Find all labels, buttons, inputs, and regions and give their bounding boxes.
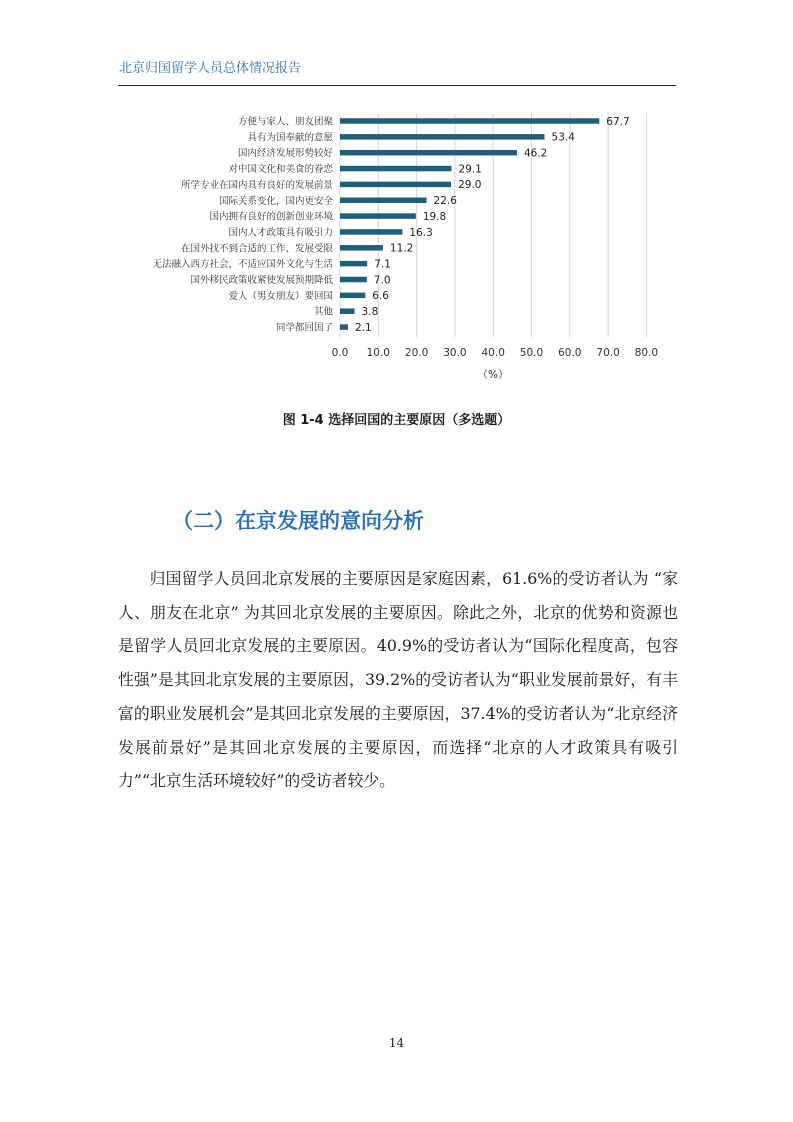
category-label: 国外移民政策收紧使发展预期降低: [190, 275, 333, 286]
category-label: 具有为国奉献的意愿: [247, 132, 333, 144]
category-label: 国内人才政策具有吸引力: [228, 227, 333, 239]
bar: [340, 261, 367, 267]
data-label: 7.1: [374, 258, 391, 271]
data-label: 6.6: [372, 290, 389, 303]
bar: [340, 150, 517, 156]
data-label: 3.8: [361, 306, 379, 318]
data-label: 46.2: [523, 147, 548, 160]
bar: [340, 229, 402, 235]
category-label: 所学专业在国内具有良好的发展前景: [180, 179, 333, 191]
x-tick-label: 0.0: [331, 347, 349, 359]
bar: [340, 245, 383, 251]
data-label: 2.1: [355, 321, 372, 334]
bar: [340, 308, 355, 314]
bar: [340, 182, 451, 188]
x-tick-label: 80.0: [634, 347, 659, 359]
x-tick-label: 10.0: [366, 347, 390, 359]
category-label: 其他: [313, 306, 333, 318]
running-header: 北京归国留学人员总体情况报告: [119, 61, 302, 76]
bar: [340, 277, 367, 283]
x-tick-label: 70.0: [596, 347, 620, 359]
section-title: （二）在京发展的意向分析: [172, 509, 424, 533]
bar-chart: [0, 0, 793, 400]
bar: [340, 134, 545, 140]
bar: [340, 293, 365, 299]
category-label: 爱人（男女朋友）要回国: [228, 290, 333, 302]
x-tick-label: 50.0: [519, 347, 544, 359]
category-label: 同学都回国了: [275, 322, 333, 334]
category-label: 在国外找不到合适的工作、发展受限: [180, 243, 333, 255]
category-label: 国内经济发展形势较好: [237, 148, 333, 160]
body-paragraph: 归国留学人员回北京发展的主要原因是家庭因素，61.6%的受访者认为 “家人、朋友在北京” 为其回北京发展的主要原因。除此之外，北京的优势和资源也是留学人员回北京发展的主要原因。40.9%的受访者认为“国际化程度高，包容性强”是其回北京发展的主要原因，39.2%的受访者认为“职业发展前景好，有丰富的职业发展机会”是其回北京发展的主要原因，37.4%的受访者认为“北京经济发展前景好”是其回北京发展的主要原因，而选择“北京的人才政策具有吸引力”“北京生活环境较好”的受访者较少。: [118, 569, 678, 791]
page-number: 14: [388, 1036, 405, 1050]
category-label: 无法融入西方社会，不适应国外文化与生活: [152, 259, 333, 271]
data-label: 67.7: [606, 115, 630, 128]
data-label: 19.8: [422, 210, 447, 223]
data-label: 29.0: [458, 179, 482, 192]
x-axis-label: （%）: [477, 369, 509, 381]
data-label: 53.4: [551, 131, 575, 144]
bar: [340, 213, 416, 219]
data-label: 11.2: [389, 242, 414, 255]
category-label: 方便与家人、朋友团聚: [237, 116, 333, 128]
data-label: 7.0: [373, 274, 391, 287]
category-label: 国内拥有良好的创新创业环境: [209, 211, 333, 223]
x-tick-label: 20.0: [404, 347, 429, 359]
category-label: 国际关系变化，国内更安全: [218, 195, 333, 207]
figure-caption: 图 1-4 选择回国的主要原因（多选题）: [282, 413, 511, 428]
data-label: 22.6: [433, 195, 457, 208]
bar: [340, 118, 599, 124]
x-tick-label: 60.0: [558, 347, 582, 359]
data-label: 29.1: [458, 163, 482, 176]
x-tick-label: 40.0: [481, 347, 505, 359]
bar: [340, 166, 451, 172]
bar: [340, 324, 348, 330]
x-tick-label: 30.0: [443, 347, 467, 359]
bar: [340, 198, 427, 204]
data-label: 16.3: [409, 226, 433, 239]
category-label: 对中国文化和美食的眷恋: [228, 164, 333, 176]
